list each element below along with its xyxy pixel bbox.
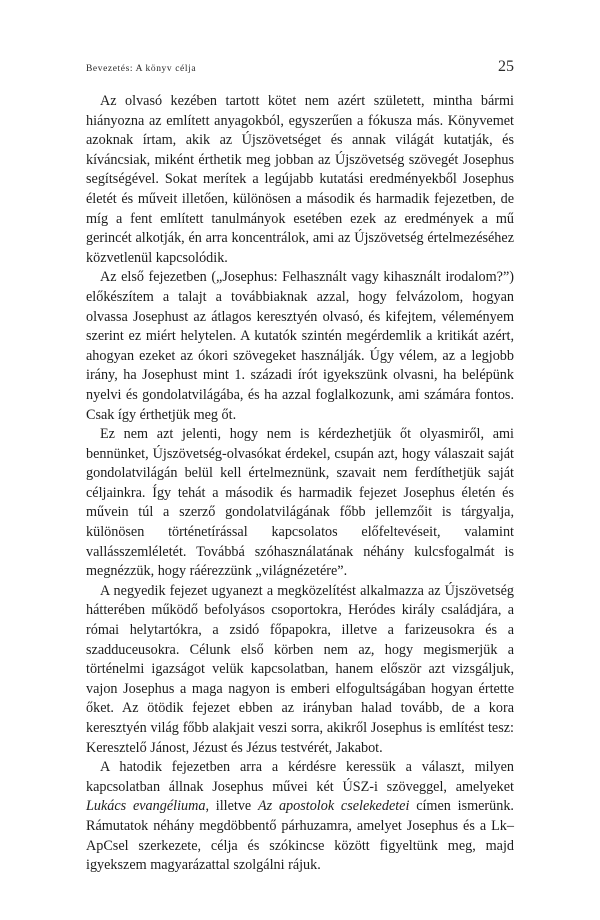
paragraph-5 (86, 758, 514, 876)
page-number: 25 (498, 58, 514, 75)
paragraph-4 (86, 582, 514, 758)
body-text (86, 92, 514, 876)
book-title-luke: Lukács evangéliuma (86, 798, 206, 815)
paragraph-text: Az olvasó kezében tartott kötet nem azért született, mintha bármi hiányozna az említett anyagokból, egyszerűen a fókusza más. Könyvemet azoknak írtam, akik az Újszövetséget és annak világát kutatják, és kíváncsiak, miként érthetik meg jobban az Újszövetség szövegét Josephus segítségével. Sokat merítek a legújabb kutatási eredményekből Josephus életét és műveit illetően, különösen a második és harmadik fejezetben, de míg a fent említett tanulmányok esetében ezek az eredmények a mű gerincét alkotják, én arra koncentrálok, ami az Újszövetség értelmezéséhez közvetlenül kapcsolódik. (86, 93, 514, 266)
paragraph-text: Az első fejezetben („Josephus: Felhasznált vagy kihasznált irodalom?”) előkészítem a talajt a továbbiaknak azzal, hogy felvázolom, hogyan olvassa Josephust az átlagos keresztyén olvasó, és kifejtem, véleményem szerint ez miért helytelen. A kutatók szintén megérdemlik a kritikát azért, ahogyan ezeket az ókori szövegeket használják. Úgy vélem, az a legjobb irány, ha Josephust mint 1. századi írót igyekszünk olvasni, ha belépünk nyelvi és gondolatvilágába, és ha azzal foglalkozunk, ami számára fontos. Csak így érthetjük meg őt. (86, 269, 514, 423)
paragraph-2 (86, 268, 514, 425)
paragraph-text: , illetve (205, 798, 258, 815)
paragraph-text: A negyedik fejezet ugyanezt a megközelítést alkalmazza az Újszövetség hátterében működő befolyásos csoportokra, Heródes király családjára, a római helytartókra, a zsidó főpapokra, illetve a farizeusokra és a szadduceusokra. Célunk első körben nem az, hogy megismerjük a történelmi igazságot velük kapcsolatban, hanem először azt vizsgáljuk, vajon Josephus a maga nagyon is emberi elfogultságában hogyan értette őket. Az ötödik fejezet ebben az irányban halad tovább, de a kora keresztyén világ főbb alakjait veszi sorra, akikről Josephus is említést tesz: Keresztelő Jánost, Jézust és Jézus testvérét, Jakabot. (86, 582, 514, 756)
running-head (86, 58, 514, 76)
paragraph-1 (86, 92, 514, 268)
paragraph-text: címen ismerünk. Rámutatok néhány megdöbbentő párhuzamra, amelyet Josephus és a Lk–ApCsel szerkezete, célja és szókincse között figyeltünk meg, majd igyekszem magyarázattal szolgálni rájuk. (86, 798, 514, 874)
paragraph-text: Ez nem azt jelenti, hogy nem is kérdezhetjük őt olyasmiről, ami bennünket, Újszövetség-olvasókat érdekel, csupán azt, hogy válaszait saját gondolatvilágán belül kell értelmeznünk, szavait nem ferdíthetjük saját céljainkra. Így tehát a második és harmadik fejezet Josephus életén és művein túl a szerző gondolatvilágának főbb jellemzőit is tárgyalja, különösen történetírással kapcsolatos előfeltevéseit, valamint vallásszemléletét. Továbbá szóhasználatának néhány kulcsfogalmát is megnézzük, hogy ráérezzünk „világnézetére”. (86, 426, 514, 580)
running-title: Bevezetés: A könyv célja (86, 64, 197, 74)
paragraph-3 (86, 425, 514, 582)
book-title-acts: Az apostolok cselekedetei (258, 798, 410, 815)
paragraph-text: A hatodik fejezetben arra a kérdésre keressük a választ, milyen kapcsolatban állnak Josephus művei két ÚSZ-i szöveggel, amelyeket (86, 759, 514, 795)
